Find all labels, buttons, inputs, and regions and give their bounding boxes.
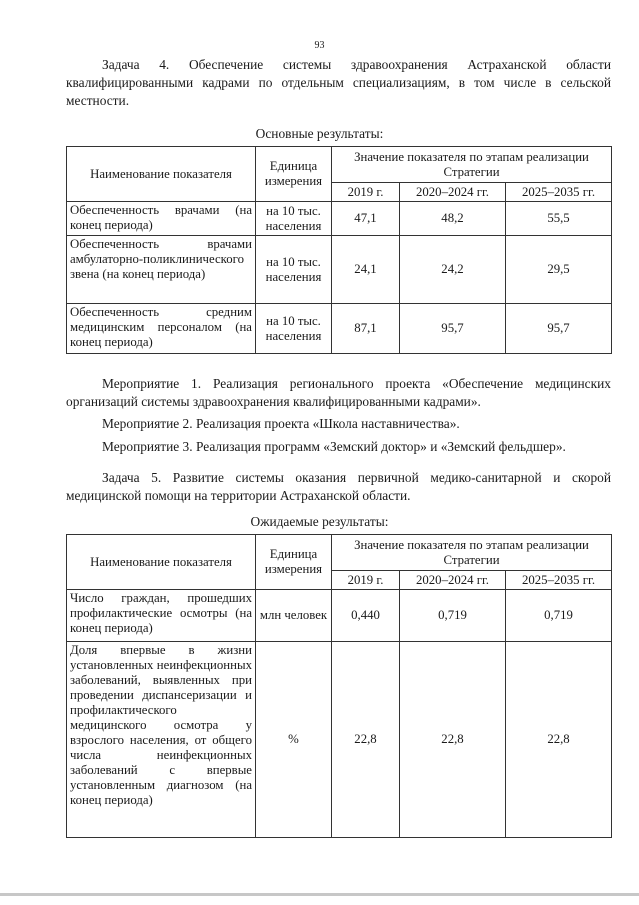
period-header: 2019 г. <box>332 571 400 590</box>
indicator-value: 24,1 <box>332 236 400 304</box>
header-stages: Значение показателя по этапам реализации Стратегии <box>332 147 612 183</box>
table-header-row <box>67 147 612 183</box>
indicator-name: Обеспеченность врачами амбулаторно-поликлинического звена (на конец периода) <box>67 236 256 304</box>
indicator-value: 95,7 <box>506 304 612 354</box>
header-unit: Единица измерения <box>256 147 332 202</box>
indicator-value: 0,440 <box>332 590 400 642</box>
period-header: 2025–2035 гг. <box>506 183 612 202</box>
header-name: Наименование показателя <box>67 147 256 202</box>
measure-3: Мероприятие 3. Реализация программ «Земский доктор» и «Земский фельдшер». <box>102 439 566 454</box>
indicator-unit: млн человек <box>256 590 332 642</box>
indicator-name: Доля впервые в жизни установленных неинфекционных заболеваний, выявленных при проведении диспансеризации и профилактического медицинского осмотра у взрослого населения, от общего числа неинфекционных заболеваний с впервые установленным диагнозом (на конец периода) <box>67 642 256 838</box>
page-number: 93 <box>314 40 325 51</box>
indicator-value: 95,7 <box>400 304 506 354</box>
task5-text: Задача 5. Развитие системы оказания первичной медико-санитарной и скорой медицинской помощи на территории Астраханской области. <box>66 470 611 503</box>
indicator-unit: % <box>256 642 332 838</box>
measure-1: Мероприятие 1. Реализация регионального проекта «Обеспечение медицинских организаций системы здравоохранения квалифицированными кадрами». <box>66 376 611 409</box>
table-header-row <box>67 535 612 571</box>
indicator-unit: на 10 тыс. населения <box>256 202 332 236</box>
table-row <box>67 642 612 838</box>
indicator-name: Число граждан, прошедших профилактические осмотры (на конец периода) <box>67 590 256 642</box>
indicator-value: 87,1 <box>332 304 400 354</box>
indicator-value: 48,2 <box>400 202 506 236</box>
header-unit: Единица измерения <box>256 535 332 590</box>
indicator-value: 22,8 <box>506 642 612 838</box>
indicator-value: 55,5 <box>506 202 612 236</box>
header-name: Наименование показателя <box>67 535 256 590</box>
indicator-value: 22,8 <box>400 642 506 838</box>
indicator-value: 29,5 <box>506 236 612 304</box>
task4-text: Задача 4. Обеспечение системы здравоохранения Астраханской области квалифицированными кадрами по отдельным специализациям, в том числе в сельской местности. <box>66 57 611 108</box>
indicator-value: 24,2 <box>400 236 506 304</box>
indicator-value: 47,1 <box>332 202 400 236</box>
task5-results-caption: Ожидаемые результаты: <box>250 514 389 529</box>
indicator-unit: на 10 тыс. населения <box>256 236 332 304</box>
indicator-value: 0,719 <box>400 590 506 642</box>
period-header: 2025–2035 гг. <box>506 571 612 590</box>
table-row <box>67 304 612 354</box>
table-row <box>67 590 612 642</box>
table-row <box>67 236 612 304</box>
indicator-unit: на 10 тыс. населения <box>256 304 332 354</box>
indicator-value: 0,719 <box>506 590 612 642</box>
measure-2: Мероприятие 2. Реализация проекта «Школа наставничества». <box>102 416 460 431</box>
indicator-name: Обеспеченность врачами (на конец периода) <box>67 202 256 236</box>
period-header: 2020–2024 гг. <box>400 183 506 202</box>
header-stages: Значение показателя по этапам реализации Стратегии <box>332 535 612 571</box>
table-row <box>67 202 612 236</box>
period-header: 2019 г. <box>332 183 400 202</box>
task4-results-table <box>66 146 612 354</box>
task5-results-table <box>66 534 612 838</box>
period-header: 2020–2024 гг. <box>400 571 506 590</box>
indicator-name: Обеспеченность средним медицинским персоналом (на конец периода) <box>67 304 256 354</box>
task4-results-caption: Основные результаты: <box>255 126 384 141</box>
indicator-value: 22,8 <box>332 642 400 838</box>
page-bottom-edge <box>0 893 639 896</box>
